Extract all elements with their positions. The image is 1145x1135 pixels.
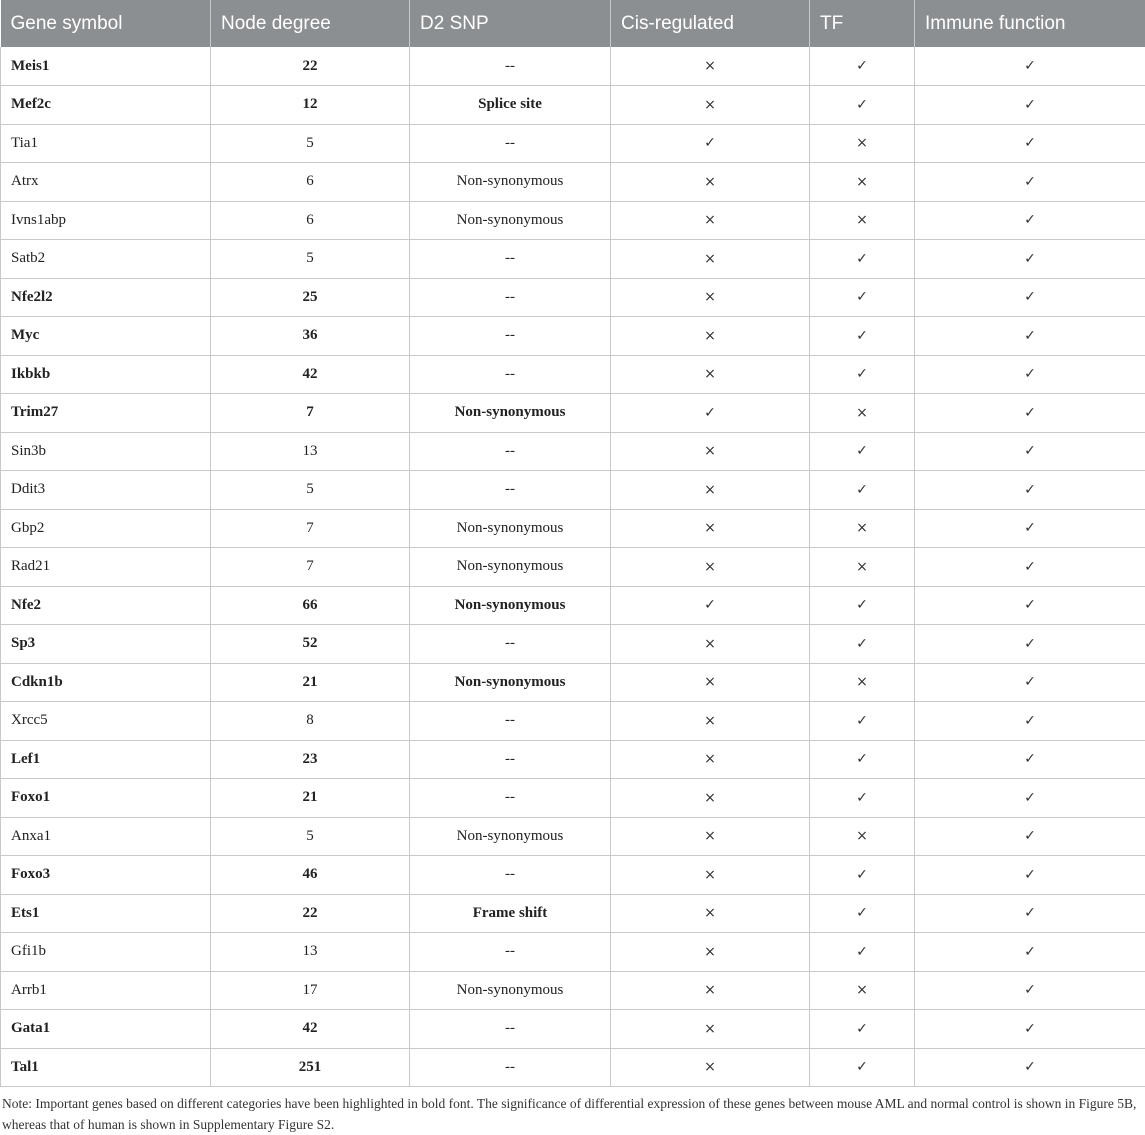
- cis-regulated-cell: ×: [611, 471, 810, 510]
- table-row: [1, 47, 1145, 86]
- immune-function-cell: ✓: [915, 509, 1145, 548]
- node-degree-cell: 7: [211, 548, 410, 587]
- tf-cell: ×: [810, 394, 915, 433]
- table-row: [1, 432, 1145, 471]
- table-row: [1, 933, 1145, 972]
- immune-function-cell: ✓: [915, 1010, 1145, 1049]
- table-row: [1, 548, 1145, 587]
- cis-regulated-cell: ×: [611, 702, 810, 741]
- table-row: [1, 740, 1145, 779]
- cis-regulated-cell: ×: [611, 740, 810, 779]
- table-row: [1, 779, 1145, 818]
- gene-symbol-cell: Meis1: [1, 47, 211, 86]
- cis-regulated-cell: ×: [611, 317, 810, 356]
- cis-regulated-cell: ×: [611, 201, 810, 240]
- table-row: [1, 856, 1145, 895]
- d2-snp-cell: --: [410, 317, 611, 356]
- tf-cell: ×: [810, 971, 915, 1010]
- node-degree-cell: 5: [211, 124, 410, 163]
- table-row: [1, 124, 1145, 163]
- node-degree-cell: 23: [211, 740, 410, 779]
- node-degree-cell: 66: [211, 586, 410, 625]
- immune-function-cell: ✓: [915, 394, 1145, 433]
- table-row: [1, 894, 1145, 933]
- table-row: [1, 163, 1145, 202]
- d2-snp-cell: Frame shift: [410, 894, 611, 933]
- gene-symbol-cell: Sp3: [1, 625, 211, 664]
- immune-function-cell: ✓: [915, 163, 1145, 202]
- cis-regulated-cell: ×: [611, 278, 810, 317]
- node-degree-cell: 52: [211, 625, 410, 664]
- d2-snp-cell: --: [410, 1048, 611, 1087]
- gene-symbol-cell: Ets1: [1, 894, 211, 933]
- immune-function-cell: ✓: [915, 856, 1145, 895]
- d2-snp-cell: Non-synonymous: [410, 586, 611, 625]
- gene-symbol-cell: Foxo1: [1, 779, 211, 818]
- cis-regulated-cell: ×: [611, 86, 810, 125]
- immune-function-cell: ✓: [915, 432, 1145, 471]
- immune-function-cell: ✓: [915, 86, 1145, 125]
- d2-snp-cell: Non-synonymous: [410, 971, 611, 1010]
- cis-regulated-cell: ×: [611, 856, 810, 895]
- d2-snp-cell: --: [410, 933, 611, 972]
- tf-cell: ✓: [810, 702, 915, 741]
- d2-snp-cell: Non-synonymous: [410, 201, 611, 240]
- node-degree-cell: 6: [211, 201, 410, 240]
- node-degree-cell: 13: [211, 933, 410, 972]
- d2-snp-cell: --: [410, 432, 611, 471]
- immune-function-cell: ✓: [915, 779, 1145, 818]
- d2-snp-cell: --: [410, 625, 611, 664]
- node-degree-cell: 22: [211, 47, 410, 86]
- gene-symbol-cell: Satb2: [1, 240, 211, 279]
- immune-function-cell: ✓: [915, 663, 1145, 702]
- cis-regulated-cell: ×: [611, 548, 810, 587]
- immune-function-cell: ✓: [915, 47, 1145, 86]
- table-row: [1, 1048, 1145, 1087]
- node-degree-cell: 21: [211, 779, 410, 818]
- gene-symbol-cell: Sin3b: [1, 432, 211, 471]
- immune-function-cell: ✓: [915, 625, 1145, 664]
- node-degree-cell: 25: [211, 278, 410, 317]
- gene-symbol-cell: Nfe2l2: [1, 278, 211, 317]
- cis-regulated-cell: ✓: [611, 586, 810, 625]
- d2-snp-cell: --: [410, 471, 611, 510]
- node-degree-cell: 7: [211, 394, 410, 433]
- table-row: [1, 663, 1145, 702]
- cis-regulated-cell: ×: [611, 47, 810, 86]
- d2-snp-cell: --: [410, 740, 611, 779]
- node-degree-cell: 12: [211, 86, 410, 125]
- node-degree-cell: 42: [211, 355, 410, 394]
- node-degree-cell: 42: [211, 1010, 410, 1049]
- gene-symbol-cell: Ddit3: [1, 471, 211, 510]
- d2-snp-cell: --: [410, 278, 611, 317]
- node-degree-cell: 21: [211, 663, 410, 702]
- immune-function-cell: ✓: [915, 355, 1145, 394]
- d2-snp-cell: Non-synonymous: [410, 163, 611, 202]
- tf-cell: ✓: [810, 432, 915, 471]
- tf-cell: ✓: [810, 586, 915, 625]
- gene-symbol-cell: Ikbkb: [1, 355, 211, 394]
- cis-regulated-cell: ✓: [611, 124, 810, 163]
- d2-snp-cell: Non-synonymous: [410, 548, 611, 587]
- tf-cell: ×: [810, 124, 915, 163]
- d2-snp-cell: Non-synonymous: [410, 394, 611, 433]
- table-row: [1, 702, 1145, 741]
- node-degree-cell: 5: [211, 817, 410, 856]
- tf-cell: ✓: [810, 1010, 915, 1049]
- immune-function-cell: ✓: [915, 894, 1145, 933]
- tf-cell: ✓: [810, 779, 915, 818]
- immune-function-cell: ✓: [915, 201, 1145, 240]
- gene-symbol-cell: Xrcc5: [1, 702, 211, 741]
- cis-regulated-cell: ×: [611, 625, 810, 664]
- cis-regulated-cell: ×: [611, 1048, 810, 1087]
- cis-regulated-cell: ×: [611, 663, 810, 702]
- table-row: [1, 240, 1145, 279]
- d2-snp-cell: Non-synonymous: [410, 509, 611, 548]
- d2-snp-cell: --: [410, 702, 611, 741]
- gene-symbol-cell: Cdkn1b: [1, 663, 211, 702]
- immune-function-cell: ✓: [915, 471, 1145, 510]
- node-degree-cell: 8: [211, 702, 410, 741]
- gene-symbol-cell: Gfi1b: [1, 933, 211, 972]
- gene-symbol-cell: Arrb1: [1, 971, 211, 1010]
- gene-symbol-cell: Anxa1: [1, 817, 211, 856]
- col-node-degree: Node degree: [211, 0, 410, 47]
- table-row: [1, 817, 1145, 856]
- immune-function-cell: ✓: [915, 586, 1145, 625]
- gene-symbol-cell: Myc: [1, 317, 211, 356]
- table-row: [1, 509, 1145, 548]
- immune-function-cell: ✓: [915, 702, 1145, 741]
- gene-symbol-cell: Gata1: [1, 1010, 211, 1049]
- table-note: Note: Important genes based on different categories have been highlighted in bold font. The significance of differential expression of these genes between mouse AML and normal control is shown in Figure 5B, whereas that of human is shown in Supplementary Figure S2.: [0, 1087, 1144, 1135]
- tf-cell: ✓: [810, 625, 915, 664]
- gene-symbol-cell: Mef2c: [1, 86, 211, 125]
- tf-cell: ✓: [810, 86, 915, 125]
- table-row: [1, 317, 1145, 356]
- tf-cell: ×: [810, 817, 915, 856]
- cis-regulated-cell: ×: [611, 779, 810, 818]
- col-immune-function: Immune function: [915, 0, 1145, 47]
- table-row: [1, 201, 1145, 240]
- node-degree-cell: 5: [211, 471, 410, 510]
- col-gene-symbol: Gene symbol: [1, 0, 211, 47]
- d2-snp-cell: Non-synonymous: [410, 663, 611, 702]
- immune-function-cell: ✓: [915, 971, 1145, 1010]
- d2-snp-cell: --: [410, 124, 611, 163]
- table-row: [1, 278, 1145, 317]
- cis-regulated-cell: ×: [611, 509, 810, 548]
- gene-symbol-cell: Lef1: [1, 740, 211, 779]
- gene-symbol-cell: Atrx: [1, 163, 211, 202]
- col-cis-regulated: Cis-regulated: [611, 0, 810, 47]
- d2-snp-cell: --: [410, 856, 611, 895]
- tf-cell: ✓: [810, 355, 915, 394]
- table-row: [1, 625, 1145, 664]
- cis-regulated-cell: ×: [611, 355, 810, 394]
- gene-symbol-cell: Nfe2: [1, 586, 211, 625]
- table-row: [1, 355, 1145, 394]
- tf-cell: ✓: [810, 856, 915, 895]
- table-row: [1, 586, 1145, 625]
- cis-regulated-cell: ×: [611, 163, 810, 202]
- immune-function-cell: ✓: [915, 740, 1145, 779]
- node-degree-cell: 36: [211, 317, 410, 356]
- gene-symbol-cell: Tia1: [1, 124, 211, 163]
- table-body: [1, 47, 1145, 1087]
- cis-regulated-cell: ×: [611, 817, 810, 856]
- tf-cell: ✓: [810, 240, 915, 279]
- node-degree-cell: 251: [211, 1048, 410, 1087]
- tf-cell: ✓: [810, 1048, 915, 1087]
- tf-cell: ✓: [810, 471, 915, 510]
- node-degree-cell: 13: [211, 432, 410, 471]
- d2-snp-cell: --: [410, 1010, 611, 1049]
- tf-cell: ×: [810, 509, 915, 548]
- node-degree-cell: 7: [211, 509, 410, 548]
- col-d2-snp: D2 SNP: [410, 0, 611, 47]
- tf-cell: ✓: [810, 894, 915, 933]
- immune-function-cell: ✓: [915, 124, 1145, 163]
- tf-cell: ✓: [810, 278, 915, 317]
- cis-regulated-cell: ×: [611, 933, 810, 972]
- node-degree-cell: 5: [211, 240, 410, 279]
- cis-regulated-cell: ×: [611, 971, 810, 1010]
- immune-function-cell: ✓: [915, 933, 1145, 972]
- d2-snp-cell: --: [410, 47, 611, 86]
- tf-cell: ×: [810, 201, 915, 240]
- immune-function-cell: ✓: [915, 817, 1145, 856]
- node-degree-cell: 46: [211, 856, 410, 895]
- d2-snp-cell: Splice site: [410, 86, 611, 125]
- node-degree-cell: 22: [211, 894, 410, 933]
- tf-cell: ✓: [810, 933, 915, 972]
- table-row: [1, 471, 1145, 510]
- d2-snp-cell: --: [410, 240, 611, 279]
- immune-function-cell: ✓: [915, 548, 1145, 587]
- cis-regulated-cell: ×: [611, 894, 810, 933]
- table-row: [1, 86, 1145, 125]
- table-row: [1, 394, 1145, 433]
- tf-cell: ×: [810, 663, 915, 702]
- d2-snp-cell: --: [410, 355, 611, 394]
- node-degree-cell: 17: [211, 971, 410, 1010]
- tf-cell: ×: [810, 163, 915, 202]
- header-row: [1, 0, 1145, 47]
- d2-snp-cell: --: [410, 779, 611, 818]
- cis-regulated-cell: ×: [611, 240, 810, 279]
- tf-cell: ✓: [810, 47, 915, 86]
- gene-symbol-cell: Foxo3: [1, 856, 211, 895]
- tf-cell: ×: [810, 548, 915, 587]
- immune-function-cell: ✓: [915, 1048, 1145, 1087]
- immune-function-cell: ✓: [915, 317, 1145, 356]
- table-row: [1, 1010, 1145, 1049]
- col-tf: TF: [810, 0, 915, 47]
- tf-cell: ✓: [810, 317, 915, 356]
- table-row: [1, 971, 1145, 1010]
- immune-function-cell: ✓: [915, 278, 1145, 317]
- cis-regulated-cell: ✓: [611, 394, 810, 433]
- cis-regulated-cell: ×: [611, 432, 810, 471]
- gene-symbol-cell: Gbp2: [1, 509, 211, 548]
- gene-symbol-cell: Trim27: [1, 394, 211, 433]
- gene-symbol-cell: Rad21: [1, 548, 211, 587]
- cis-regulated-cell: ×: [611, 1010, 810, 1049]
- immune-function-cell: ✓: [915, 240, 1145, 279]
- gene-symbol-cell: Tal1: [1, 1048, 211, 1087]
- tf-cell: ✓: [810, 740, 915, 779]
- node-degree-cell: 6: [211, 163, 410, 202]
- d2-snp-cell: Non-synonymous: [410, 817, 611, 856]
- gene-symbol-cell: Ivns1abp: [1, 201, 211, 240]
